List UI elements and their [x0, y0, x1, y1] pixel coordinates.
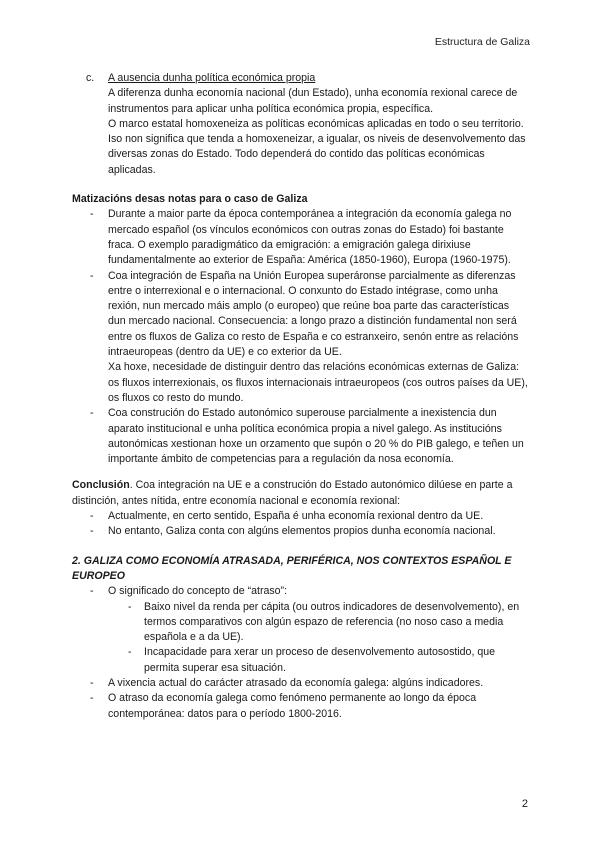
list-item-text: O significado do concepto de “atraso”:	[108, 585, 288, 598]
conclusion-list	[72, 509, 528, 540]
list-item-text: No entanto, Galiza conta con algúns elementos propios dunha economía nacional.	[108, 525, 496, 538]
list-item-text: Coa construción do Estado autonómico superouse parcialmente a inexistencia dun aparato institucional e unha política económica propia a nivel galego. As institucións autonómicas xestionan hoxe un orzamento que supón o 20 % do PIB galego, e teñen un importante ámbito de competencias para a regulación da nosa economía.	[108, 407, 524, 466]
list-item	[90, 406, 528, 467]
list-item-text: O atraso da economía galega como fenómeno permanente ao longo da época contemporánea: datos para o período 1800-2016.	[108, 692, 477, 720]
dash-bullet: -	[90, 407, 94, 420]
dash-bullet: -	[90, 510, 94, 523]
section-c-title-row	[86, 71, 528, 86]
list-item	[90, 207, 528, 268]
list-item-text: A vixencia actual do carácter atrasado da economía galega: algúns indicadores.	[108, 676, 484, 689]
conclusion-text: . Coa integración na UE e a construción do Estado autonómico dilúese en parte a distinción, antes nítida, entre economía nacional e economía rexional:	[72, 479, 513, 507]
sub-list	[108, 600, 528, 676]
conclusion-label: Conclusión	[72, 479, 130, 492]
list-item-body	[108, 584, 528, 676]
list-item-text: Coa integración de España na Unión Europea superáronse parcialmente as diferenzas entre o interrexional e o internacional. O conxunto do Estado intégrase, como unha rexión, nun mercado máis amplo (o europeo) que reúne boa parte das características dun mercado nacional. Consecuencia: a longo prazo a distinción fundamental non será entre os fluxos de Galiza co resto de España e co estranxeiro, senón entre as relacións intraeuropeas (dentro da UE) e co exterior da UE.	[108, 269, 519, 359]
dash-bullet: -	[90, 585, 94, 598]
page-number: 2	[521, 798, 528, 810]
sub-list-item	[128, 645, 528, 676]
list-item	[90, 691, 528, 722]
page-content	[72, 71, 528, 722]
dash-bullet: -	[128, 646, 132, 659]
section-c-paragraph: A diferenza dunha economía nacional (dun Estado), unha economía rexional carece de instrumentos para aplicar unha política económica propia, específica.	[108, 87, 518, 115]
list-item	[90, 524, 528, 539]
section-c-letter: c.	[86, 72, 95, 84]
section-c-title: A ausencia dunha política económica propia	[108, 72, 316, 84]
list-item	[90, 269, 528, 407]
list-item-text: Actualmente, en certo sentido, España é unha economía rexional dentro da UE.	[108, 510, 484, 523]
conclusion-paragraph	[72, 478, 528, 509]
sub-list-item-text: Incapacidade para xerar un proceso de desenvolvemento autosostido, que permita superar esa situación.	[144, 646, 496, 674]
section-c-paragraph: O marco estatal homoxeneiza as políticas económicas aplicadas en todo o seu territorio.	[108, 117, 524, 130]
matizacions-heading: Matizacións desas notas para o caso de Galiza	[72, 193, 308, 206]
matizacions-list	[72, 207, 528, 467]
section-2-list	[72, 584, 528, 722]
list-item	[90, 509, 528, 524]
section-2-heading: 2. GALIZA COMO ECONOMÍA ATRASADA, PERIFÉRICA, NOS CONTEXTOS ESPAÑOL E EUROPEO	[72, 554, 512, 582]
dash-bullet: -	[90, 676, 94, 689]
dash-bullet: -	[90, 525, 94, 538]
list-item	[90, 676, 528, 691]
section-c-paragraph: Iso non significa que tenda a homoxeneizar, a igualar, os niveis de desenvolvemento das diversas zonas do Estado. Todo dependerá do contido das políticas económicas aplicadas.	[108, 133, 526, 176]
list-item	[90, 584, 528, 676]
list-item-extra-text: Xa hoxe, necesidade de distinguir dentro das relacións económicas externas de Galiza: os fluxos interrexionais, os fluxos internacionais intraeuropeos (cos outros países da UE), os fluxos co resto do mundo.	[108, 361, 528, 404]
dash-bullet: -	[90, 692, 94, 705]
list-item-body	[108, 269, 528, 407]
sub-list-item	[128, 600, 528, 646]
dash-bullet: -	[90, 208, 94, 221]
section-c-body	[108, 86, 528, 178]
dash-bullet: -	[128, 600, 132, 613]
running-header: Estructura de Galiza	[434, 36, 530, 48]
dash-bullet: -	[90, 269, 94, 282]
list-item-text: Durante a maior parte da época contemporánea a integración da economía galega no mercado español (os vínculos económicos con outras zonas do Estado) foi bastante fraca. O exemplo paradigmático da emigración: a emigración galega dirixiuse fundamentalmente ao exterior de España: América (1850-1960), Europa (1960-1975).	[108, 208, 512, 267]
sub-list-item-text: Baixo nivel da renda per cápita (ou outros indicadores de desenvolvemento), en termos comparativos con algún espazo de referencia (no noso caso a media española e a da UE).	[144, 600, 520, 644]
